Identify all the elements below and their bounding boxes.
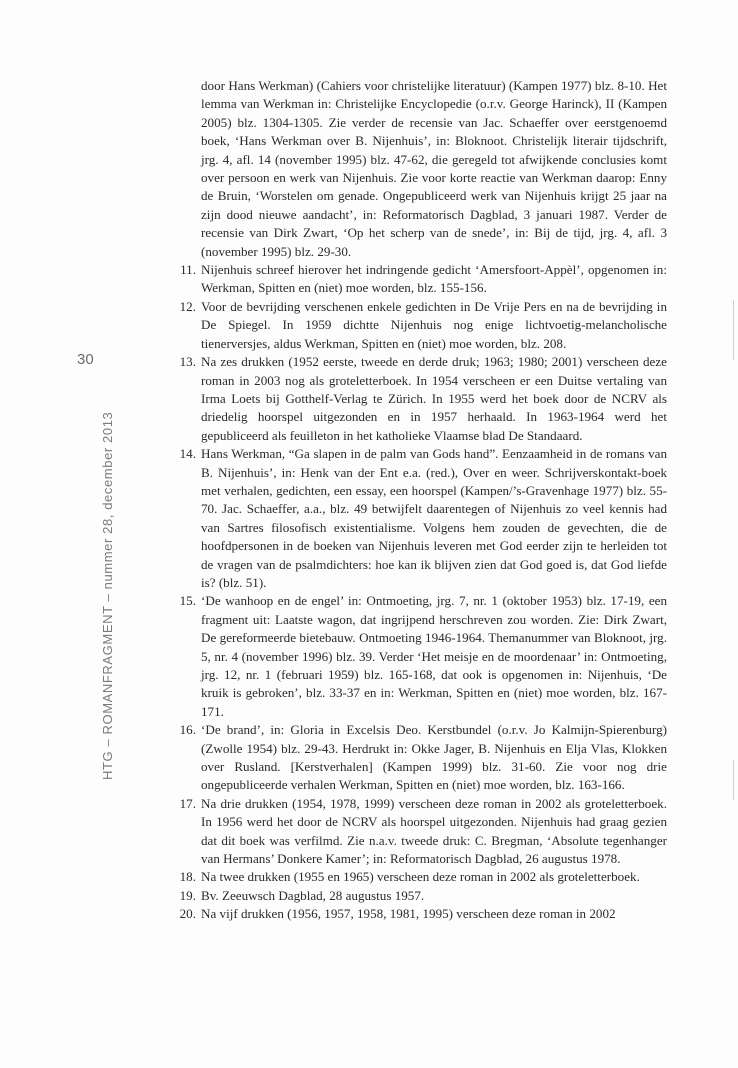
footnote-11 <box>170 261 667 298</box>
footnote-text: Bv. Zeeuwsch Dagblad, 28 augustus 1957. <box>201 887 425 903</box>
footnotes <box>170 77 667 924</box>
footnote-text: Hans Werkman, “Ga slapen in de palm van Gods hand”. Eenzaamheid in de romans van B. Nijenhuis’, in: Henk van der Ent e.a. (red.), Over en weer. Schrijverskontakt-boek met verhalen, gedichten, een essay, een hoorspel (Kampen/’s-Gravenhage 1977) blz. 55-70. Jac. Schaeffer, a.a., blz. 49 betwijfelt daarentegen of Nijenhuis zo veel kennis had van Sartres filosofisch existentialisme. Volgens hem zouden de gevechten, die de hoofdpersonen in de boeken van Nijenhuis leveren met God eerder zijn te herleiden tot de vragen van de psalmdichters: hoe kan ik blijven zien dat God goed is, dat God liefde is? (blz. 51). <box>201 446 667 590</box>
footnote-13 <box>170 353 667 445</box>
footnote-16 <box>170 721 667 795</box>
footnote-number: 14. <box>179 446 196 462</box>
footnote-number: 15. <box>179 593 196 609</box>
footnote-text: Nijenhuis schreef hierover het indringende gedicht ‘Amersfoort-Appèl’, opgenomen in: Werkman, Spitten en (niet) moe worden, blz. 155-156. <box>201 262 667 296</box>
footnote-text: ‘De brand’, in: Gloria in Excelsis Deo. Kerstbundel (o.r.v. Jo Kalmijn-Spierenburg) (Zwolle 1954) blz. 29-43. Herdrukt in: Okke Jager, B. Nijenhuis en Elja Vlas, Klokken over Rusland. [Kerstverhalen] (Kampen 1999) blz. 31-60. Zie voor nog drie ongepubliceerde verhalen Werkman, Spitten en (niet) moe worden, blz. 163-166. <box>201 722 667 793</box>
footnote-18 <box>170 868 667 886</box>
footnote-12 <box>170 298 667 353</box>
footnote-continuation: door Hans Werkman) (Cahiers voor christelijke literatuur) (Kampen 1977) blz. 8-10. Het lemma van Werkman in: Christelijke Encyclopedie (o.r.v. George Harinck), II (Kampen 2005) blz. 1304-1305. Zie verder de recensie van Jac. Schaeffer over eerstgenoemd boek, ‘Hans Werkman over B. Nijenhuis’, in: Bloknoot. Christelijk literair tijdschrift, jrg. 4, afl. 14 (november 1995) blz. 47-62, die geregeld tot afwijkende conclusies komt over persoon en werk van Nijenhuis. Zie voor korte reactie van Werkman daarop: Enny de Bruin, ‘Worstelen om genade. Ongepubliceerd werk van Nijenhuis krijgt 25 jaar na zijn dood nieuwe aandacht’, in: Reformatorisch Dagblad, 3 januari 1987. Verder de recensie van Dirk Zwart, ‘Op het scherp van de snede’, in: Bij de tijd, jrg. 4, afl. 3 (november 1995) blz. 29-30. <box>201 78 667 259</box>
footnote-number: 19. <box>179 887 196 903</box>
footnote-number: 11. <box>180 262 196 278</box>
footnote-number: 13. <box>179 354 196 370</box>
footnote-number: 16. <box>179 722 196 738</box>
footnote-text: Na zes drukken (1952 eerste, tweede en derde druk; 1963; 1980; 2001) verscheen deze roman in 2003 nog als groteletterboek. In 1954 verscheen er een Duitse vertaling van Irma Loets bij Gotthelf-Verlag te Zürich. In 1955 werd het boek door de NCRV als driedelig hoorspel uitgezonden en in 1957 herhaald. In 1963-1964 werd het gepubliceerd als feuilleton in het katholieke Vlaamse blad De Standaard. <box>201 354 667 443</box>
footnote-text: Voor de bevrijding verschenen enkele gedichten in De Vrije Pers en na de bevrijding in De Spiegel. In 1959 dichtte Nijenhuis nog enige lichtvoetig-melancholische tienerversjes, aldus Werkman, Spitten en (niet) moe worden, blz. 208. <box>201 298 667 351</box>
footnote-list <box>170 261 667 924</box>
footnote-number: 12. <box>179 298 196 314</box>
footnote-15 <box>170 592 667 721</box>
footnote-text: Na twee drukken (1955 en 1965) verscheen deze roman in 2002 als groteletterboek. <box>201 869 640 885</box>
footnote-text: ‘De wanhoop en de engel’ in: Ontmoeting, jrg. 7, nr. 1 (oktober 1953) blz. 17-19, een fragment uit: Laatste wagon, dat ingrijpend herschreven zou worden. Zie: Dirk Zwart, De gereformeerde bietebauw. Ontmoeting 1946-1964. Themanummer van Bloknoot, jrg. 5, nr. 4 (november 1996) blz. 39. Verder ‘Het meisje en de moordenaar’ in: Ontmoeting, jrg. 12, nr. 1 (februari 1959) blz. 165-168, dat ook is opgenomen in: Nijenhuis, ‘De kruik is gebroken’, blz. 33-37 en in: Werkman, Spitten en (niet) moe worden, blz. 167-171. <box>201 593 667 719</box>
footnote-number: 18. <box>179 869 196 885</box>
page-edge-mark <box>733 300 734 360</box>
page-edge-mark <box>733 760 734 800</box>
footnote-17 <box>170 795 667 869</box>
footnote-text: Na vijf drukken (1956, 1957, 1958, 1981, 1995) verscheen deze roman in 2002 <box>201 906 616 922</box>
footnote-20 <box>170 905 667 923</box>
running-head: HTG – ROMANFRAGMENT – nummer 28, december 2013 <box>100 411 115 780</box>
footnote-19 <box>170 887 667 905</box>
footnote-number: 20. <box>179 906 196 922</box>
footnote-14 <box>170 445 667 592</box>
page-number: 30 <box>77 351 94 368</box>
footnote-text: Na drie drukken (1954, 1978, 1999) verscheen deze roman in 2002 als groteletterboek. In 1956 werd het door de NCRV als hoorspel uitgezonden. Nijenhuis had graag gezien dat dit boek was verfilmd. Zie n.a.v. tweede druk: C. Bregman, ‘Absolute tegenhanger van Hermans’ Donkere Kamer’; in: Reformatorisch Dagblad, 26 augustus 1978. <box>201 795 667 867</box>
footnote-number: 17. <box>179 795 196 811</box>
